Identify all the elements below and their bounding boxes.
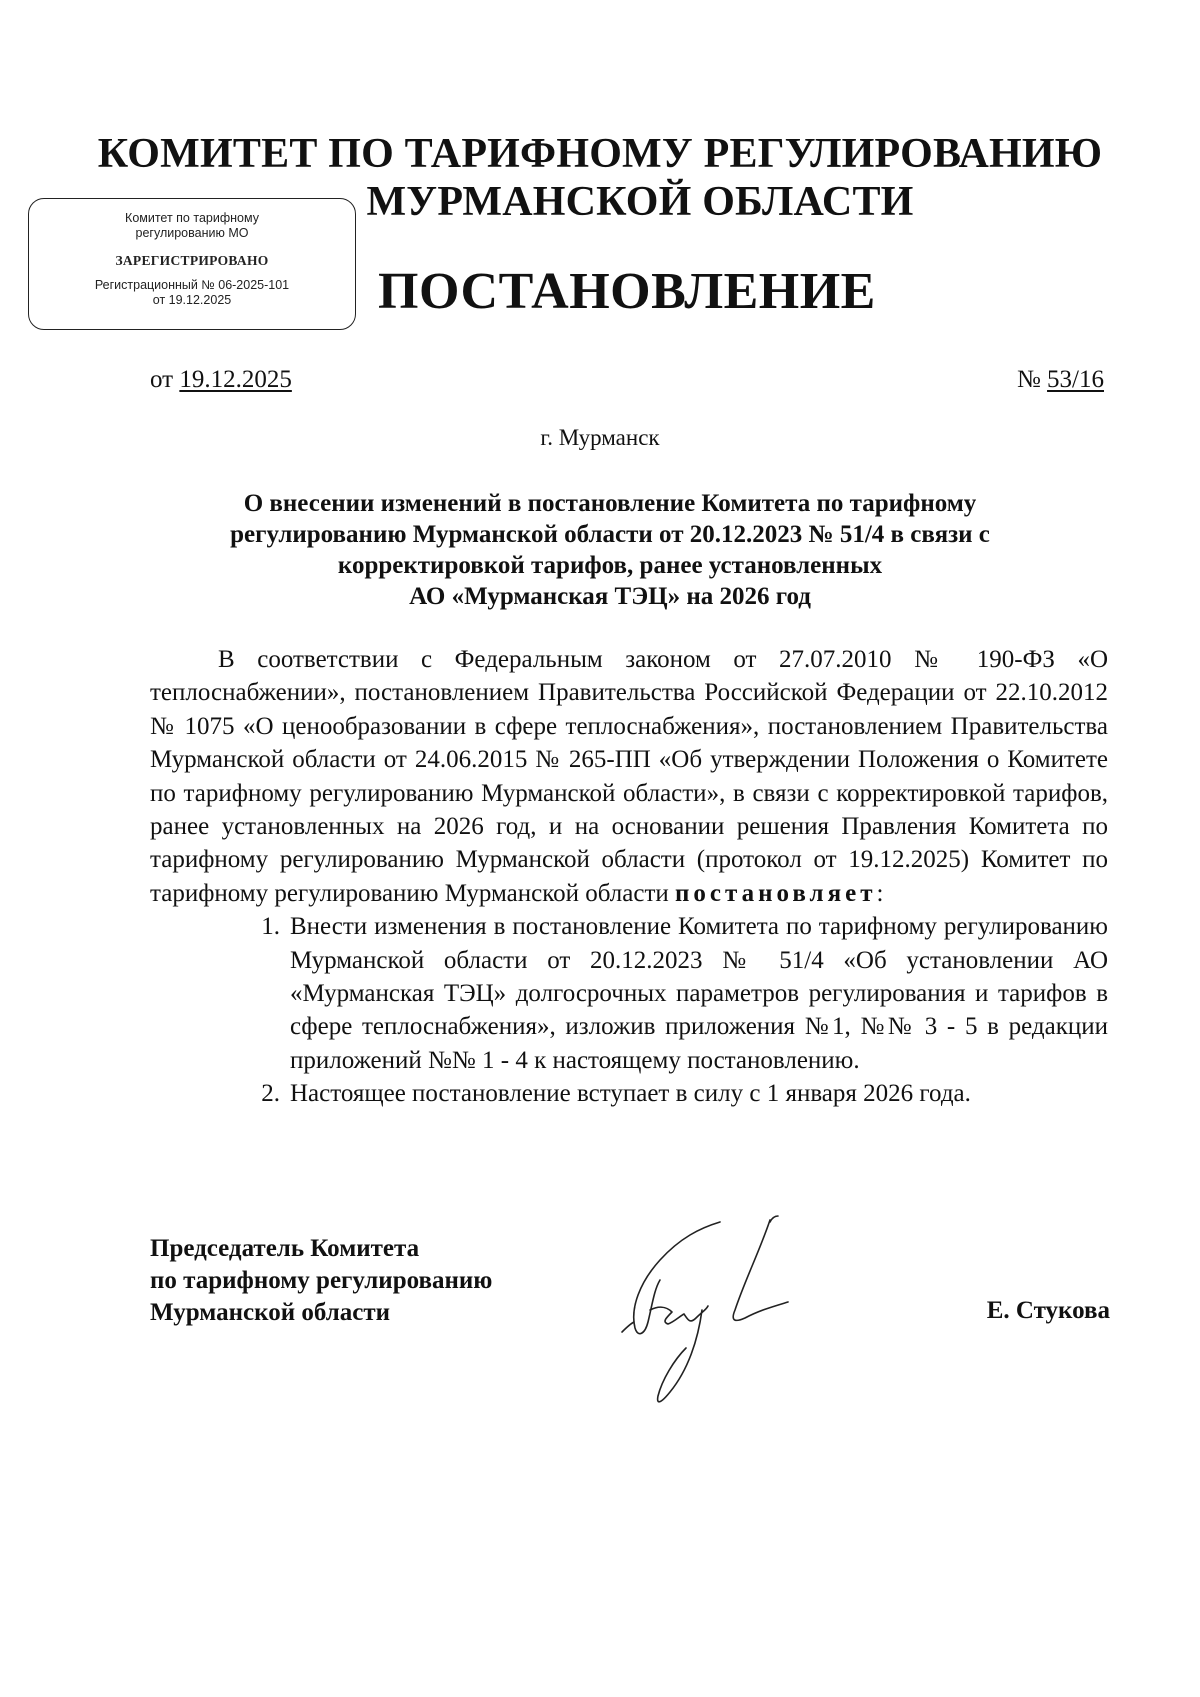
stamp-organization [29, 211, 355, 241]
position-line2: по тарифному регулированию [150, 1267, 493, 1294]
organization-title-line1: КОМИТЕТ ПО ТАРИФНОМУ РЕГУЛИРОВАНИЮ [97, 131, 1103, 177]
position-line1: Председатель Комитета [150, 1235, 420, 1262]
document-body [150, 643, 1108, 1111]
signer-name: Е. Стукова [986, 1297, 1110, 1324]
number-value: 53/16 [1047, 366, 1104, 393]
preamble-text: В соответствии с Федеральным законом от 27.07.2010 № 190-ФЗ «О теплоснабжении», постановлением Правительства Российской Федерации от 22.10.2012 № 1075 «О ценообразовании в сфере теплоснабжения», постановлением Правительства Мурманской области от 24.06.2015 № 265-ПП «Об утверждении Положения о Комитете по тарифному регулированию Мурманской области», в связи с корректировкой тарифов, ранее установленных на 2026 год, и на основании решения Правления Комитета по тарифному регулированию Мурманской области (протокол от 19.12.2025) Комитет по тарифному регулированию Мурманской области [150, 646, 1108, 907]
preamble-paragraph [150, 643, 1108, 910]
document-number [1017, 366, 1104, 394]
stamp-org-line2: регулированию МО [135, 226, 249, 240]
stamp-reg-number: Регистрационный № 06-2025-101 [94, 278, 290, 292]
signatory-position [150, 1233, 492, 1329]
document-type: ПОСТАНОВЛЕНИЕ [378, 263, 876, 320]
subject-line4: АО «Мурманская ТЭЦ» на 2026 год [409, 583, 811, 610]
document-subject [150, 488, 1070, 612]
decree-colon: : [876, 879, 884, 907]
registration-stamp [28, 198, 356, 330]
list-item-text: Настоящее постановление вступает в силу с 1 января 2026 года. [290, 1080, 971, 1108]
subject-line3: корректировкой тарифов, ранее установленных [337, 552, 883, 579]
list-item-number: 1. [261, 913, 280, 941]
decree-word: постановляет [675, 879, 877, 907]
subject-line2: регулированию Мурманской области от 20.12.2023 № 51/4 в связи с [230, 521, 990, 548]
list-item [150, 1077, 1108, 1110]
list-item-number: 2. [261, 1080, 280, 1108]
subject-line1: О внесении изменений в постановление Комитета по тарифному [243, 490, 977, 517]
stamp-status: ЗАРЕГИСТРИРОВАНО [115, 253, 269, 268]
number-prefix: № [1016, 366, 1041, 393]
city: г. Мурманск [540, 425, 660, 450]
document-date [150, 366, 292, 394]
stamp-registration [29, 278, 355, 308]
position-line3: Мурманской области [150, 1299, 391, 1326]
list-item-text: Внести изменения в постановление Комитета по тарифному регулированию Мурманской области от 20.12.2023 № 51/4 «Об установлении АО «Мурманская ТЭЦ» долгосрочных параметров регулирования и тарифов в сфере теплоснабжения», изложив приложения №1, №№ 3 - 5 в редакции приложений №№ 1 - 4 к настоящему постановлению. [290, 913, 1108, 1074]
handwritten-signature [610, 1210, 810, 1420]
organization-title-line2: МУРМАНСКОЙ ОБЛАСТИ [366, 179, 914, 225]
date-prefix: от [150, 366, 174, 393]
list-item [150, 910, 1108, 1077]
stamp-org-line1: Комитет по тарифному [125, 211, 259, 225]
date-value: 19.12.2025 [179, 366, 292, 393]
stamp-reg-date: от 19.12.2025 [152, 293, 232, 307]
